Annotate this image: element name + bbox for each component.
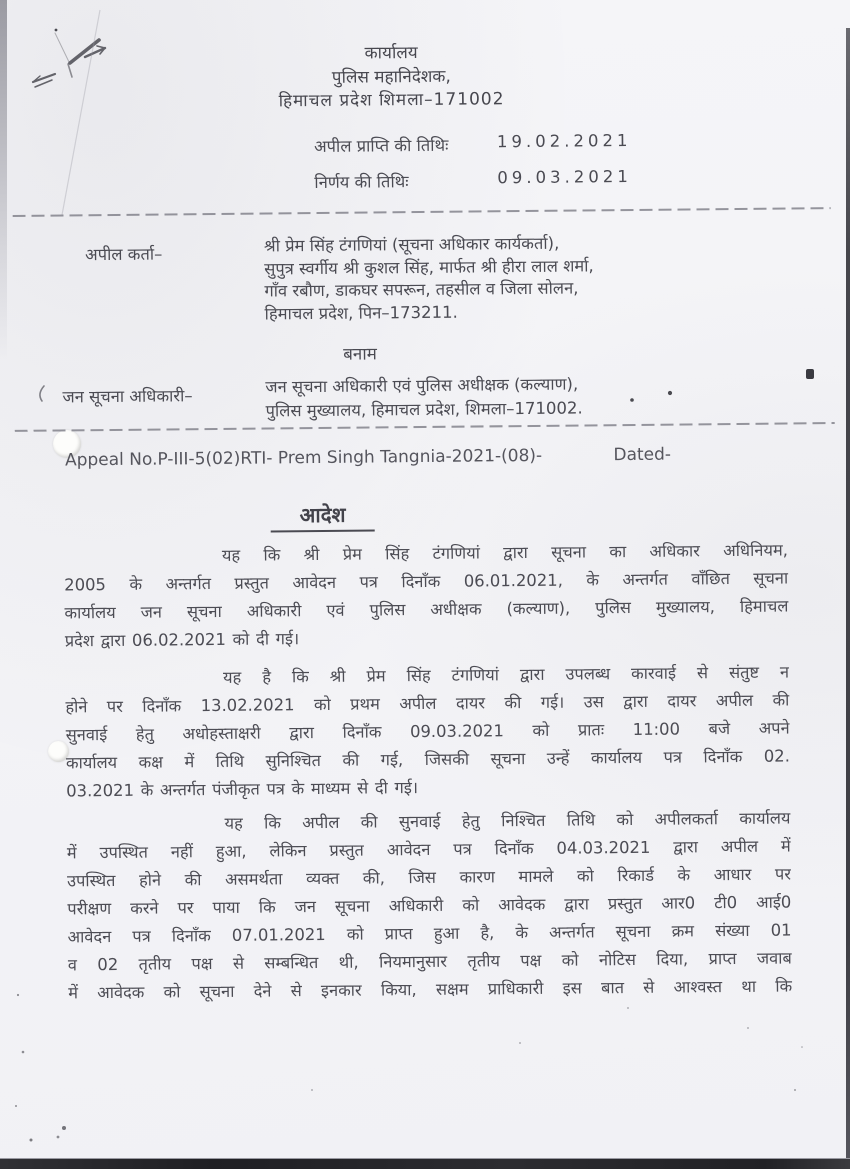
appeal-number: Appeal No.P-III-5(02)RTI- Prem Singh Tangnia-2021-(08)- [64, 445, 543, 471]
paragraph-line: यह कि अपील की सुनवाई हेतु निश्चित तिथि को अपीलकर्ता कार्यालय [224, 808, 791, 833]
paragraph-line: प्रदेश द्वारा 06.02.2021 को दी गई। [64, 629, 300, 651]
appeal-received-date-row [314, 131, 664, 157]
respondent-address-line: पुलिस मुख्यालय, हिमाचल प्रदेश, शिमला–171002. [265, 397, 583, 421]
appellant-address [264, 231, 745, 326]
paragraph-line: सुनवाई हेतु अधोहस्ताक्षरी द्वारा दिनाँक 09.03.2021 को प्रातः 11:00 बजे अपने [65, 718, 790, 745]
paragraph-line: में आवेदक को सूचना देने से इनकार किया, सक्षम प्राधिकारी इस बात से आश्वस्त था कि [68, 976, 793, 1003]
appellant-address-line: हिमाचल प्रदेश, पिन–173211. [264, 302, 458, 324]
paragraph-line: उपस्थित होने की असमर्थता व्यक्त की, जिस कारण मामले को रिकार्ड के आधार पर [66, 864, 792, 891]
date-block [314, 131, 665, 206]
paragraph-line: आवेदन पत्र दिनाँक 07.01.2021 को प्राप्त हुआ है, के अन्तर्गत सूचना क्रम संख्या 01 [67, 920, 792, 947]
appellant-address-line: गाँव रबौण, डाकघर सपरून, तहसील व जिला सोलन, [264, 278, 579, 301]
paragraph-line: 2005 के अन्तर्गत प्रस्तुत आवेदन पत्र दिनाँक 06.01.2021, के अन्तर्गत वाँछित सूचना [64, 568, 789, 595]
decision-date-row [314, 167, 664, 193]
order-paragraph-3 [66, 805, 792, 1008]
decision-date-value: 09.03.2021 [497, 166, 632, 188]
respondent-address-line: जन सूचना अधिकारी एवं पुलिस अधीक्षक (कल्याण), [265, 374, 579, 397]
separator-dashed-bottom [15, 422, 835, 432]
versus-label: बनाम [343, 344, 377, 365]
office-line: कार्यालय [364, 43, 418, 64]
order-paragraph-1 [64, 537, 789, 656]
office-line: हिमाचल प्रदेश शिमला–171002 [278, 89, 505, 112]
appeal-reference-row [65, 445, 671, 471]
paragraph-line: यह है कि श्री प्रेम सिंह टंगणियां द्वारा उपलब्ध कारवाई से संतुष्ट न [223, 662, 790, 687]
paragraph-line: कार्यालय कक्ष में तिथि सुनिश्चित की गई, जिसकी सूचना उन्हें कार्यालय पत्र दिनाँक 02. [65, 746, 790, 773]
paragraph-line: परीक्षण करने पर पाया कि जन सूचना अधिकारी को आवेदक द्वारा प्रस्तुत आर0 टी0 आई0 [67, 892, 792, 919]
paragraph-line: में उपस्थित नहीं हुआ, लेकिन प्रस्तुत आवेदन पत्र दिनाँक 04.03.2021 द्वारा अपील में [66, 836, 791, 863]
order-paragraph-2 [65, 659, 790, 806]
appellant-label: अपील कर्ता– [84, 244, 163, 265]
letterhead [141, 40, 642, 115]
separator-dashed-top [13, 207, 831, 217]
order-heading: आदेश [270, 500, 374, 532]
dated-label: Dated- [613, 444, 672, 466]
paragraph-line: कार्यालय जन सूचना अधिकारी एवं पुलिस अधीक्षक (कल्याण), पुलिस मुख्यालय, हिमाचल [64, 596, 789, 623]
office-line: पुलिस महानिदेशक, [331, 66, 451, 88]
respondent-address [265, 371, 755, 423]
appellant-address-line: सुपुत्र स्वर्गीय श्री कुशल सिंह, मार्फत श्री हीरा लाल शर्मा, [264, 255, 594, 279]
appellant-address-line: श्री प्रेम सिंह टंगणियां (सूचना अधिकार कार्यकर्ता), [263, 233, 560, 256]
respondent-label: जन सूचना अधिकारी– [62, 386, 193, 407]
paragraph-line: यह कि श्री प्रेम सिंह टंगणियां द्वारा सूचना का अधिकार अधिनियम, [221, 540, 789, 565]
paragraph-line: होने पर दिनाँक 13.02.2021 को प्रथम अपील दायर की गई। उस द्वारा दायर अपील की [65, 690, 790, 717]
decision-date-label: निर्णय की तिथिः [314, 172, 409, 193]
paragraph-line: व 02 तृतीय पक्ष से सम्बन्धित थी, नियमानुसार तृतीय पक्ष को नोटिस दिया, प्राप्त जवाब [67, 948, 792, 975]
appeal-received-date-label: अपील प्राप्ति की तिथिः [313, 135, 449, 157]
appeal-received-date-value: 19.02.2021 [496, 130, 632, 152]
paragraph-line: 03.2021 के अन्तर्गत पंजीकृत पत्र के माध्यम से दी गई। [66, 778, 419, 801]
